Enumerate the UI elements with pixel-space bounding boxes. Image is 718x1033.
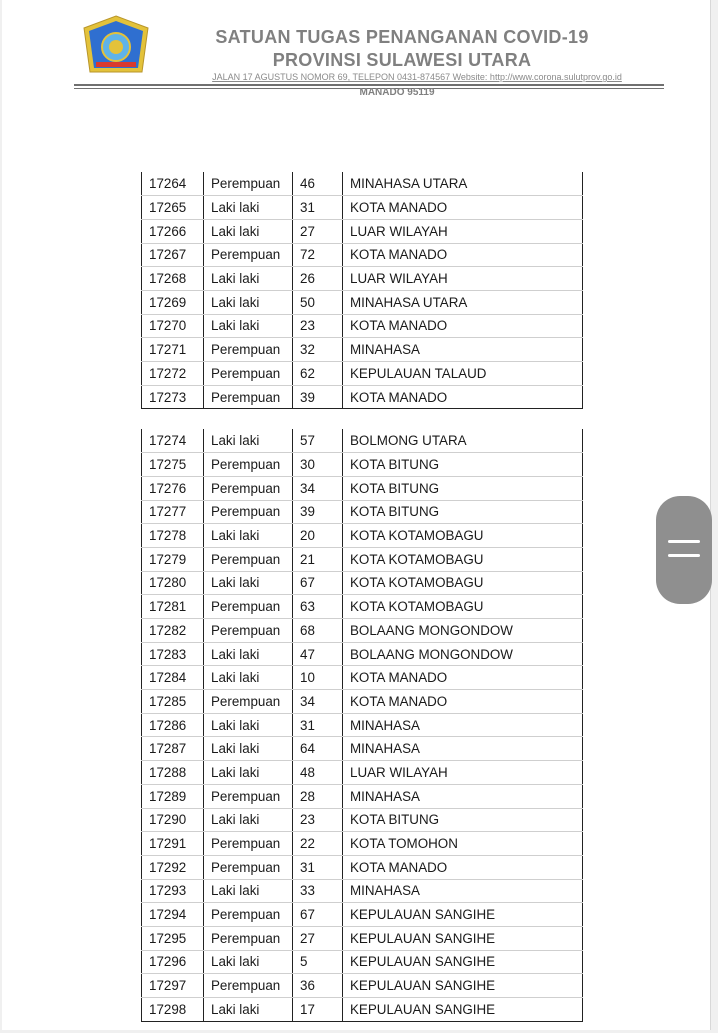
table-row bbox=[142, 243, 583, 267]
region-cell: KOTA MANADO bbox=[343, 314, 583, 338]
age-cell: 72 bbox=[293, 243, 343, 267]
age-cell: 26 bbox=[293, 267, 343, 291]
gender-cell: Laki laki bbox=[204, 290, 293, 314]
provincial-emblem-icon bbox=[82, 14, 150, 76]
case-table-2 bbox=[141, 429, 583, 1022]
table-row bbox=[142, 524, 583, 548]
case-id-cell: 17293 bbox=[142, 879, 204, 903]
table-row bbox=[142, 666, 583, 690]
case-id-cell: 17280 bbox=[142, 571, 204, 595]
age-cell: 27 bbox=[293, 219, 343, 243]
age-cell: 63 bbox=[293, 595, 343, 619]
header-city: MANADO 95119 bbox=[359, 87, 435, 98]
table-row bbox=[142, 595, 583, 619]
table-row bbox=[142, 500, 583, 524]
region-cell: LUAR WILAYAH bbox=[343, 267, 583, 291]
gender-cell: Laki laki bbox=[204, 950, 293, 974]
gender-cell: Perempuan bbox=[204, 926, 293, 950]
age-cell: 62 bbox=[293, 362, 343, 386]
header-address: JALAN 17 AGUSTUS NOMOR 69, TELEPON 0431-874567 Website: http://www.corona.sulutprov.go.id bbox=[212, 72, 622, 82]
age-cell: 31 bbox=[293, 713, 343, 737]
case-id-cell: 17286 bbox=[142, 713, 204, 737]
region-cell: KOTA KOTAMOBAGU bbox=[343, 524, 583, 548]
case-id-cell: 17287 bbox=[142, 737, 204, 761]
table-row bbox=[142, 547, 583, 571]
region-cell: KOTA MANADO bbox=[343, 243, 583, 267]
case-id-cell: 17276 bbox=[142, 476, 204, 500]
region-cell: KOTA TOMOHON bbox=[343, 832, 583, 856]
case-id-cell: 17272 bbox=[142, 362, 204, 386]
age-cell: 32 bbox=[293, 338, 343, 362]
gender-cell: Laki laki bbox=[204, 314, 293, 338]
table-row bbox=[142, 476, 583, 500]
table-row bbox=[142, 290, 583, 314]
gender-cell: Laki laki bbox=[204, 429, 293, 453]
case-id-cell: 17277 bbox=[142, 500, 204, 524]
case-id-cell: 17292 bbox=[142, 855, 204, 879]
table-row bbox=[142, 196, 583, 220]
region-cell: KOTA MANADO bbox=[343, 690, 583, 714]
age-cell: 67 bbox=[293, 571, 343, 595]
case-id-cell: 17278 bbox=[142, 524, 204, 548]
region-cell: KEPULAUAN SANGIHE bbox=[343, 926, 583, 950]
age-cell: 33 bbox=[293, 879, 343, 903]
gender-cell: Perempuan bbox=[204, 547, 293, 571]
age-cell: 47 bbox=[293, 642, 343, 666]
age-cell: 31 bbox=[293, 855, 343, 879]
age-cell: 57 bbox=[293, 429, 343, 453]
age-cell: 20 bbox=[293, 524, 343, 548]
age-cell: 48 bbox=[293, 761, 343, 785]
case-id-cell: 17288 bbox=[142, 761, 204, 785]
gender-cell: Laki laki bbox=[204, 267, 293, 291]
gender-cell: Perempuan bbox=[204, 500, 293, 524]
gender-cell: Laki laki bbox=[204, 737, 293, 761]
gender-cell: Laki laki bbox=[204, 196, 293, 220]
gender-cell: Perempuan bbox=[204, 595, 293, 619]
region-cell: MINAHASA UTARA bbox=[343, 172, 583, 196]
age-cell: 36 bbox=[293, 974, 343, 998]
region-cell: MINAHASA bbox=[343, 737, 583, 761]
case-id-cell: 17281 bbox=[142, 595, 204, 619]
header-divider bbox=[74, 84, 664, 86]
age-cell: 34 bbox=[293, 476, 343, 500]
gender-cell: Laki laki bbox=[204, 571, 293, 595]
table-row bbox=[142, 453, 583, 477]
region-cell: LUAR WILAYAH bbox=[343, 761, 583, 785]
header-title-line2: PROVINSI SULAWESI UTARA bbox=[272, 50, 532, 70]
table-row bbox=[142, 267, 583, 291]
table-row bbox=[142, 784, 583, 808]
region-cell: KOTA BITUNG bbox=[343, 453, 583, 477]
case-id-cell: 17273 bbox=[142, 385, 204, 409]
gender-cell: Laki laki bbox=[204, 219, 293, 243]
age-cell: 5 bbox=[293, 950, 343, 974]
age-cell: 27 bbox=[293, 926, 343, 950]
region-cell: KOTA BITUNG bbox=[343, 500, 583, 524]
gender-cell: Laki laki bbox=[204, 808, 293, 832]
region-cell: KEPULAUAN SANGIHE bbox=[343, 998, 583, 1022]
age-cell: 22 bbox=[293, 832, 343, 856]
table-row bbox=[142, 219, 583, 243]
region-cell: MINAHASA bbox=[343, 338, 583, 362]
case-id-cell: 17283 bbox=[142, 642, 204, 666]
region-cell: LUAR WILAYAH bbox=[343, 219, 583, 243]
case-table-1 bbox=[141, 172, 583, 409]
table-row bbox=[142, 713, 583, 737]
case-id-cell: 17289 bbox=[142, 784, 204, 808]
table-row bbox=[142, 737, 583, 761]
region-cell: KOTA KOTAMOBAGU bbox=[343, 595, 583, 619]
case-id-cell: 17285 bbox=[142, 690, 204, 714]
age-cell: 34 bbox=[293, 690, 343, 714]
case-id-cell: 17269 bbox=[142, 290, 204, 314]
region-cell: KOTA MANADO bbox=[343, 385, 583, 409]
case-id-cell: 17270 bbox=[142, 314, 204, 338]
age-cell: 23 bbox=[293, 314, 343, 338]
case-id-cell: 17298 bbox=[142, 998, 204, 1022]
document-page bbox=[2, 0, 711, 1030]
gender-cell: Laki laki bbox=[204, 713, 293, 737]
age-cell: 10 bbox=[293, 666, 343, 690]
case-id-cell: 17294 bbox=[142, 903, 204, 927]
case-id-cell: 17268 bbox=[142, 267, 204, 291]
age-cell: 68 bbox=[293, 619, 343, 643]
case-id-cell: 17291 bbox=[142, 832, 204, 856]
gender-cell: Perempuan bbox=[204, 338, 293, 362]
scroll-handle-line-icon bbox=[668, 540, 700, 543]
age-cell: 39 bbox=[293, 385, 343, 409]
case-id-cell: 17279 bbox=[142, 547, 204, 571]
gender-cell: Perempuan bbox=[204, 476, 293, 500]
table-row bbox=[142, 314, 583, 338]
gender-cell: Laki laki bbox=[204, 642, 293, 666]
age-cell: 30 bbox=[293, 453, 343, 477]
region-cell: KEPULAUAN SANGIHE bbox=[343, 974, 583, 998]
region-cell: BOLAANG MONGONDOW bbox=[343, 642, 583, 666]
table-row bbox=[142, 385, 583, 409]
gender-cell: Perempuan bbox=[204, 855, 293, 879]
table-row bbox=[142, 642, 583, 666]
age-cell: 50 bbox=[293, 290, 343, 314]
gender-cell: Perempuan bbox=[204, 784, 293, 808]
case-id-cell: 17282 bbox=[142, 619, 204, 643]
gender-cell: Perempuan bbox=[204, 974, 293, 998]
table-row bbox=[142, 172, 583, 196]
gender-cell: Laki laki bbox=[204, 666, 293, 690]
table-row bbox=[142, 950, 583, 974]
region-cell: KOTA MANADO bbox=[343, 666, 583, 690]
region-cell: KOTA MANADO bbox=[343, 855, 583, 879]
table-row bbox=[142, 832, 583, 856]
region-cell: BOLAANG MONGONDOW bbox=[343, 619, 583, 643]
region-cell: KEPULAUAN SANGIHE bbox=[343, 903, 583, 927]
gender-cell: Perempuan bbox=[204, 619, 293, 643]
case-id-cell: 17271 bbox=[142, 338, 204, 362]
table-row bbox=[142, 571, 583, 595]
age-cell: 23 bbox=[293, 808, 343, 832]
age-cell: 64 bbox=[293, 737, 343, 761]
gender-cell: Perempuan bbox=[204, 453, 293, 477]
region-cell: KOTA BITUNG bbox=[343, 476, 583, 500]
table-row bbox=[142, 808, 583, 832]
gender-cell: Perempuan bbox=[204, 832, 293, 856]
age-cell: 17 bbox=[293, 998, 343, 1022]
case-id-cell: 17264 bbox=[142, 172, 204, 196]
case-id-cell: 17297 bbox=[142, 974, 204, 998]
table-row bbox=[142, 879, 583, 903]
case-id-cell: 17275 bbox=[142, 453, 204, 477]
age-cell: 46 bbox=[293, 172, 343, 196]
header-title-line1: SATUAN TUGAS PENANGANAN COVID-19 bbox=[215, 27, 589, 47]
age-cell: 39 bbox=[293, 500, 343, 524]
table-row bbox=[142, 974, 583, 998]
table-row bbox=[142, 362, 583, 386]
case-id-cell: 17295 bbox=[142, 926, 204, 950]
region-cell: MINAHASA bbox=[343, 713, 583, 737]
table-row bbox=[142, 855, 583, 879]
gender-cell: Perempuan bbox=[204, 385, 293, 409]
case-id-cell: 17265 bbox=[142, 196, 204, 220]
table-row bbox=[142, 903, 583, 927]
region-cell: MINAHASA bbox=[343, 879, 583, 903]
region-cell: KOTA KOTAMOBAGU bbox=[343, 547, 583, 571]
gender-cell: Perempuan bbox=[204, 362, 293, 386]
scroll-handle-line-icon bbox=[668, 554, 700, 557]
age-cell: 21 bbox=[293, 547, 343, 571]
gender-cell: Laki laki bbox=[204, 879, 293, 903]
gender-cell: Perempuan bbox=[204, 903, 293, 927]
gender-cell: Laki laki bbox=[204, 761, 293, 785]
case-id-cell: 17296 bbox=[142, 950, 204, 974]
case-id-cell: 17267 bbox=[142, 243, 204, 267]
gender-cell: Laki laki bbox=[204, 998, 293, 1022]
region-cell: KOTA MANADO bbox=[343, 196, 583, 220]
gender-cell: Perempuan bbox=[204, 690, 293, 714]
table-row bbox=[142, 761, 583, 785]
age-cell: 28 bbox=[293, 784, 343, 808]
case-id-cell: 17290 bbox=[142, 808, 204, 832]
region-cell: KOTA BITUNG bbox=[343, 808, 583, 832]
region-cell: BOLMONG UTARA bbox=[343, 429, 583, 453]
table-row bbox=[142, 338, 583, 362]
table-row bbox=[142, 619, 583, 643]
region-cell: KEPULAUAN SANGIHE bbox=[343, 950, 583, 974]
age-cell: 31 bbox=[293, 196, 343, 220]
gender-cell: Laki laki bbox=[204, 524, 293, 548]
gender-cell: Perempuan bbox=[204, 172, 293, 196]
case-id-cell: 17274 bbox=[142, 429, 204, 453]
scroll-handle[interactable] bbox=[656, 496, 712, 604]
region-cell: KEPULAUAN TALAUD bbox=[343, 362, 583, 386]
table-row bbox=[142, 998, 583, 1022]
region-cell: MINAHASA bbox=[343, 784, 583, 808]
table-row bbox=[142, 429, 583, 453]
age-cell: 67 bbox=[293, 903, 343, 927]
table-row bbox=[142, 690, 583, 714]
table-row bbox=[142, 926, 583, 950]
case-id-cell: 17266 bbox=[142, 219, 204, 243]
case-id-cell: 17284 bbox=[142, 666, 204, 690]
region-cell: KOTA KOTAMOBAGU bbox=[343, 571, 583, 595]
gender-cell: Perempuan bbox=[204, 243, 293, 267]
region-cell: MINAHASA UTARA bbox=[343, 290, 583, 314]
